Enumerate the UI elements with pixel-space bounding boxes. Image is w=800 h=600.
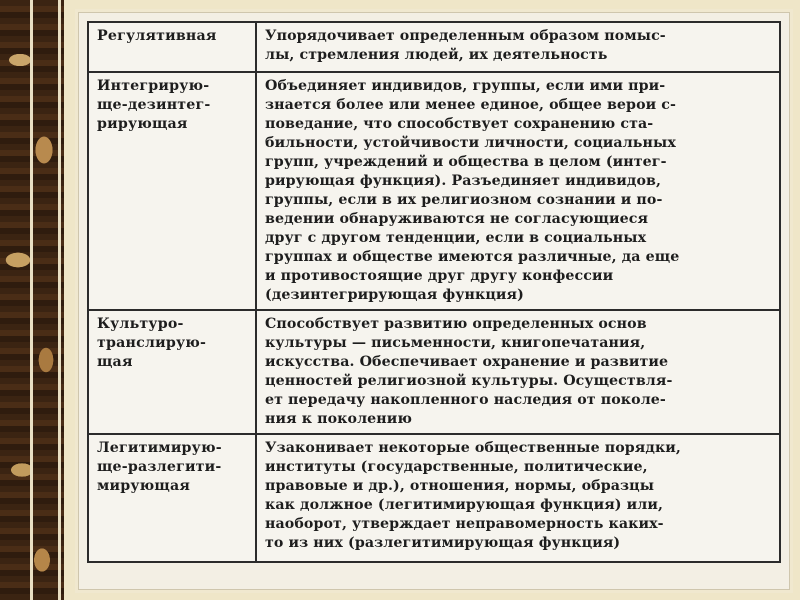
description-line: ведении обнаруживаются не согласующиеся [265,211,649,227]
function-name-line: Легитимирую- [97,440,222,456]
functions-table [87,21,781,563]
function-name-cell [88,22,256,72]
function-name-line: ще-дезинтег- [97,97,211,113]
table-row [88,72,780,310]
function-description-cell [256,310,780,434]
description-line: групп, учреждений и общества в целом (интег- [265,154,667,170]
description-line: группы, если в их религиозном сознании и по- [265,192,663,208]
function-name-line: Интегрирую- [97,78,210,94]
description-line: ет передачу накопленного наследия от поколе- [265,392,666,408]
slide-panel [78,12,790,590]
function-name-cell [88,72,256,310]
table-row [88,22,780,72]
description-line: знается более или менее единое, общее верои с- [265,97,677,113]
description-line: искусства. Обеспечивает охранение и развитие [265,354,669,370]
border-line [58,0,61,600]
description-line: группах и обществе имеются различные, да еще [265,249,680,265]
description-line: Упорядочивает определенным образом помыс- [265,28,666,44]
description-line: институты (государственные, политические, [265,459,648,475]
function-name-cell [88,434,256,562]
function-description-cell [256,72,780,310]
description-line: то из них (разлегитимирующая функция) [265,535,621,551]
function-name-line: ще-разлегити- [97,459,222,475]
description-line: правовые и др.), отношения, нормы, образцы [265,478,655,494]
description-line: ценностей религиозной культуры. Осуществля- [265,373,673,389]
function-name-line: рирующая [97,116,188,132]
description-line: рирующая функция). Разъединяет индивидов, [265,173,662,189]
description-line: ния к поколению [265,411,413,427]
description-line: Узаконивает некоторые общественные порядки, [265,440,681,456]
function-name-line: Культуро- [97,316,184,332]
function-name-line: щая [97,354,133,370]
function-description-cell [256,434,780,562]
description-line: как должное (легитимирующая функция) или, [265,497,664,513]
function-name-line: Регулятивная [97,28,217,44]
table-row [88,310,780,434]
description-line: поведание, что способствует сохранению ста- [265,116,654,132]
description-line: лы, стремления людей, их деятельность [265,47,608,63]
description-line: друг с другом тенденции, если в социальных [265,230,647,246]
description-line: культуры — письменности, книгопечатания, [265,335,646,351]
description-line: наоборот, утверждает неправомерность каких- [265,516,664,532]
border-line [30,0,33,600]
description-line: и противостоящие друг другу конфессии [265,268,614,284]
function-description-cell [256,22,780,72]
decorative-side-border [0,0,64,600]
description-line: Объединяет индивидов, группы, если ими при- [265,78,666,94]
function-name-line: мирующая [97,478,191,494]
description-line: Способствует развитию определенных основ [265,316,647,332]
description-line: (дезинтегрирующая функция) [265,287,524,303]
function-name-line: транслирую- [97,335,207,351]
description-line: бильности, устойчивости личности, социальных [265,135,676,151]
table-row [88,434,780,562]
function-name-cell [88,310,256,434]
